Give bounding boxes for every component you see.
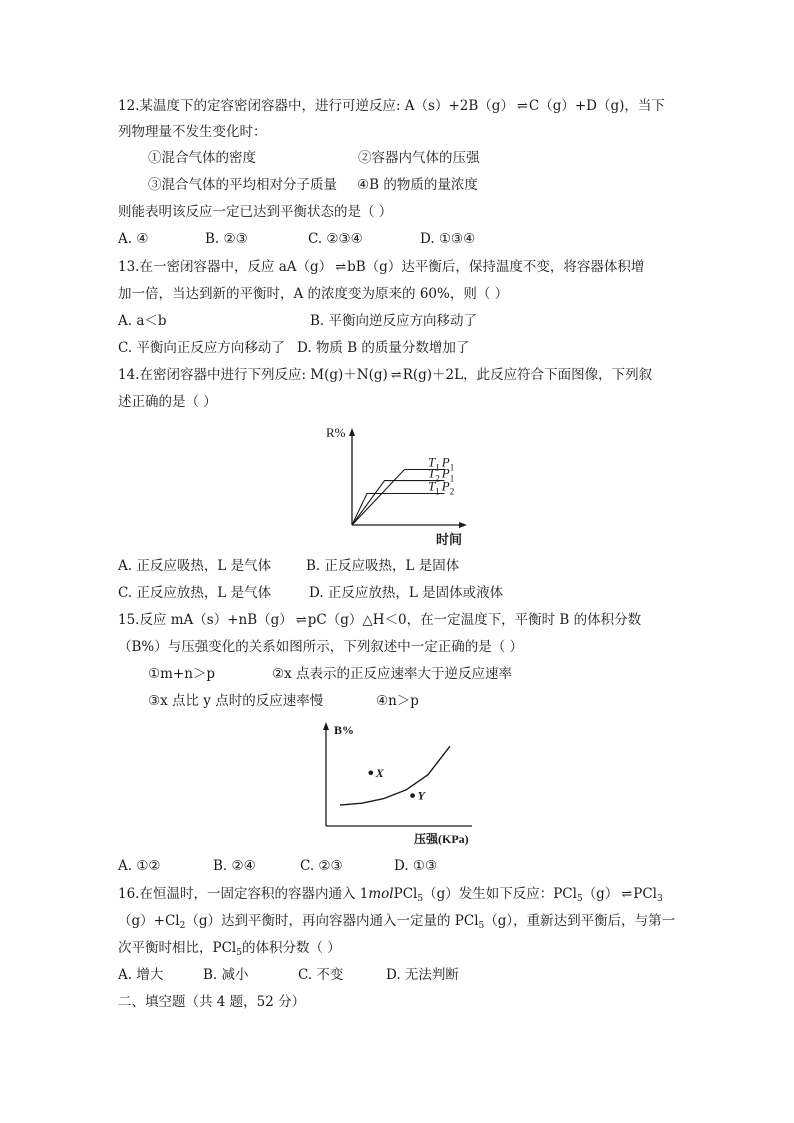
q15-choice-a: A. ①② — [118, 858, 161, 874]
q14-choice-b: B. 正反应吸热，L 是固体 — [306, 558, 460, 574]
b-percent-pressure-chart — [310, 716, 490, 848]
x-axis-label: 时间 — [436, 532, 463, 547]
q12-option-2: ②容器内气体的压强 — [358, 150, 480, 166]
q12-stem-line2: 列物理量不发生变化时： — [118, 124, 267, 140]
q12-choice-b: B. ②③ — [205, 231, 248, 247]
q15-stem-line2: （B%）与压强变化的关系如图所示，下列叙述中一定正确的是（ ） — [118, 639, 524, 655]
q13-choice-c: C. 平衡向正反应方向移动了 — [118, 340, 285, 356]
series-label-3: $T_1$ $P_2$ — [428, 478, 455, 497]
q16-stem-line2: $(g)+Cl_2(g)$达到平衡时，再向容器内通入一定量的 PCl$_5$（g），重新达到平衡后，与第一 — [118, 913, 676, 931]
q16-choice-c: C. 不变 — [298, 967, 344, 983]
q15-choice-b: B. ②④ — [213, 858, 256, 874]
q13-choice-a: A. a＜b — [118, 313, 167, 329]
q12-option-4: ④B 的物质的量浓度 — [357, 177, 478, 193]
equilibrium-arrow-icon: ⇌ — [390, 368, 400, 383]
y-axis-arrow-icon — [349, 428, 355, 436]
section-heading: 二、填空题（共 4 题，52 分） — [118, 994, 306, 1010]
q16-stem-line1: 16.在恒温时，一固定容积的容器内通入 1molPCl$_5$（g）发生如下反应：PCl$_5$（g） ⇌ PCl$_3$ — [118, 886, 663, 904]
y-axis-arrow-icon — [323, 722, 329, 730]
equilibrium-arrow-icon: ⇌ — [335, 260, 345, 275]
q16-choice-b: B. 减小 — [203, 967, 249, 983]
series-label-1: $T_1$ $P_1$ — [428, 454, 455, 473]
q12-option-1: ①混合气体的密度 — [148, 150, 256, 166]
q12-question: 则能表明该反应一定已达到平衡状态的是（ ） — [118, 204, 393, 220]
q12-choice-d: D. ①③④ — [420, 231, 476, 247]
q13-choice-d: D. 物质 B 的质量分数增加了 — [297, 340, 470, 356]
q15-option-2: ②x 点表示的正反应速率大于逆反应速率 — [272, 666, 513, 682]
data-point-y — [410, 793, 415, 798]
q15-stem-line1: 15.反应 mA（s）+nB（g） ⇌ pC（g）△H＜0，在一定温度下，平衡时 B 的体积分数 — [118, 612, 642, 628]
data-point-x — [369, 771, 374, 776]
equilibrium-arrow-icon: ⇌ — [516, 99, 526, 114]
x-axis-arrow-icon — [459, 522, 467, 528]
q13-stem-line2: 加一倍，当达到新的平衡时，A 的浓度变为原来的 60%，则（ ） — [118, 286, 509, 302]
q15-option-4: ④n＞p — [376, 693, 419, 709]
r-percent-time-chart — [320, 420, 480, 550]
q13-choice-b: B. 平衡向逆反应方向移动了 — [310, 313, 478, 329]
q15-choice-c: C. ②③ — [300, 858, 343, 874]
q15-option-3: ③x 点比 y 点时的反应速率慢 — [148, 693, 324, 709]
data-point-label-x: X — [375, 765, 384, 780]
q12-stem-line1: 12.某温度下的定容密闭容器中，进行可逆反应: A（s）+2B（g） ⇌ C（g）+D（g)，当下 — [118, 98, 665, 114]
q16-choice-d: D. 无法判断 — [386, 967, 459, 983]
q16-choice-a: A. 增大 — [118, 967, 164, 983]
data-point-label-y: Y — [417, 788, 425, 803]
series-label-2: $T_2$ $P_1$ — [428, 465, 455, 484]
q16-stem-line3: 次平衡时相比，PCl$_5$的体积分数（ ） — [118, 940, 341, 958]
q12-choice-c: C. ②③④ — [308, 231, 363, 247]
q12-option-3: ③混合气体的平均相对分子质量 — [148, 177, 337, 193]
q14-choice-c: C. 正反应放热，L 是气体 — [118, 585, 272, 601]
q15-choice-d: D. ①③ — [394, 858, 438, 874]
y-axis-label: B% — [334, 723, 355, 737]
q14-choice-d: D. 正反应放热，L 是固体或液体 — [309, 585, 504, 601]
q12-choice-a: A. ④ — [118, 231, 149, 247]
x-axis-label: 压强(KPa) — [414, 832, 469, 846]
q14-choice-a: A. 正反应吸热，L 是气体 — [118, 558, 272, 574]
q15-option-1: ①m+n＞p — [148, 666, 216, 682]
equilibrium-arrow-icon: ⇌ — [295, 613, 305, 628]
series-line-3 — [352, 494, 445, 526]
q14-stem-line1: 14.在密闭容器中进行下列反应: M(g)＋N(g) ⇌ R(g)＋2L，此反应符合下面图像，下列叙 — [118, 367, 653, 383]
series-curve-1 — [340, 746, 450, 805]
equilibrium-arrow-icon: ⇌ — [621, 887, 631, 902]
y-axis-label: R% — [326, 425, 346, 440]
q14-stem-line2: 述正确的是（ ） — [118, 394, 217, 410]
q13-stem-line1: 13.在一密闭容器中，反应 aA（g） ⇌ bB（g）达平衡后，保持温度不变，将容器体积增 — [118, 259, 645, 275]
